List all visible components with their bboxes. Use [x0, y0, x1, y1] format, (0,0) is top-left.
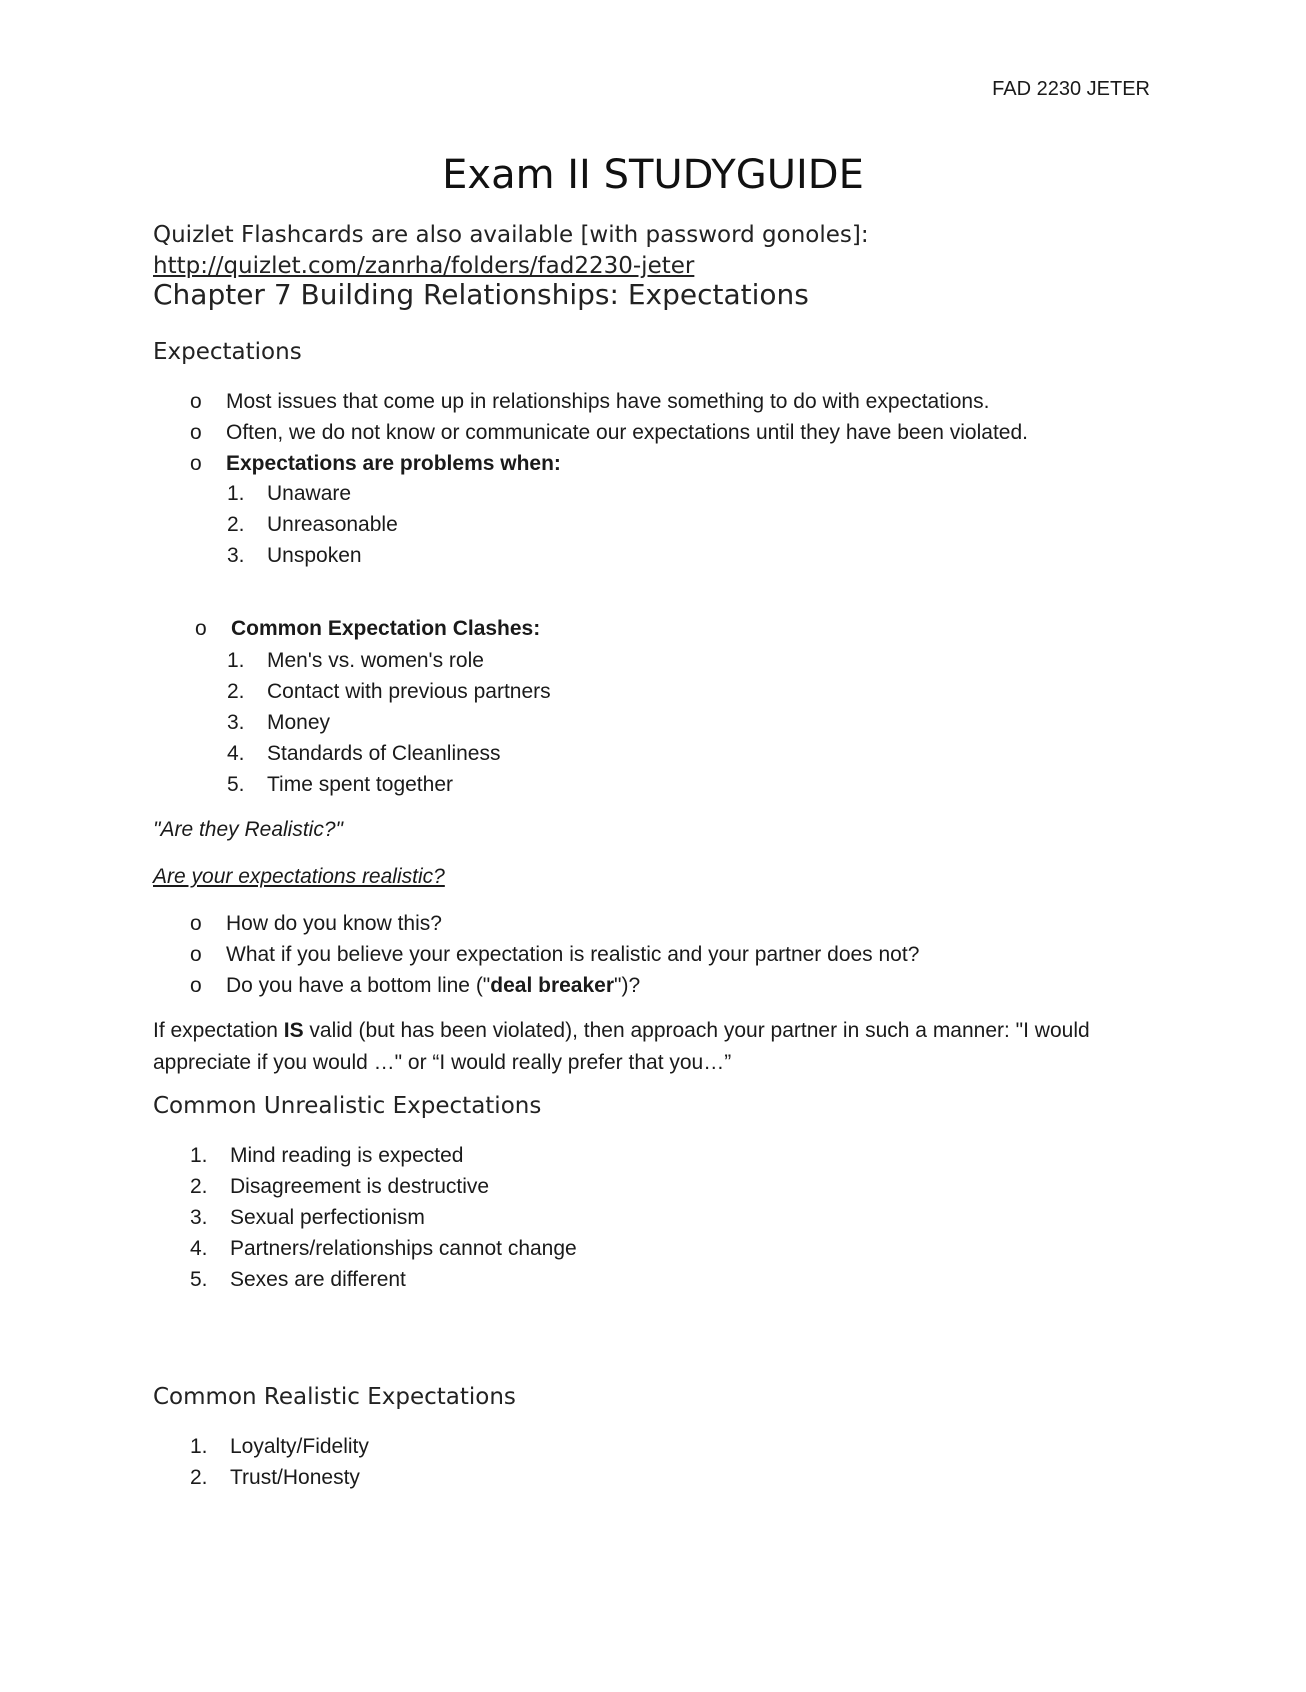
quizlet-text: Quizlet Flashcards are also available [with password gonoles]: — [153, 222, 869, 248]
realistic-quote: "Are they Realistic?" — [153, 818, 343, 841]
bullet-marker: o — [190, 943, 202, 966]
approach-paragraph: If expectation IS valid (but has been violated), then approach your partner in such a manner: "I would appreciate if you would …" or “I would really prefer that you…” — [153, 1019, 1090, 1074]
quizlet-link[interactable]: http://quizlet.com/zanrha/folders/fad2230-jeter — [153, 253, 695, 279]
realistic-question: Are your expectations realistic? — [153, 865, 445, 888]
clashes-heading: Common Expectation Clashes: — [231, 617, 541, 640]
bullet-marker: o — [195, 617, 207, 640]
bullet-marker: o — [190, 421, 202, 444]
realistic-expectations-heading: Common Realistic Expectations — [153, 1384, 516, 1410]
quizlet-note — [153, 220, 869, 282]
course-header: FAD 2230 JETER — [992, 78, 1150, 100]
bullet-marker: o — [190, 974, 202, 997]
document-page: FAD 2230 JETER Exam II STUDYGUIDE Quizlet Flashcards are also available [with password gonoles]: http://quizlet.com/zanrha/folders/fad2230-jeter Chapter 7 Building Relationships: Expectations Expectations o Most issues that come up in relationships have something to do with expectations. o Often, we do not know or communicate our expectations until they have been violated. o Expectations are problems when: 1. Unaware 2. Unreasonable 3. Unspoken o Common Expectation Clashes: 1. Men's vs. women's role 2. Contact with previous partners 3. Money 4. Standards of Cleanliness 5. Time spent together "Are they Realistic?" Are your expectations realistic? o How do you know this? o What if you believe your expectation is realistic and your partner does not? o Do you have a bottom line ("deal breaker")? If expectation IS valid (but has been violated), then approach your partner in such a manner: "I would appreciate if you would …" or “I would really prefer that you…” Common Unrealistic Expectations 1. Mind reading is expected 2. Disagreement is destructive 3. Sexual perfectionism 4. Partners/relationships cannot change 5. Sexes are different Common Realistic Expectations 1. Loyalty/Fidelity 2. Trust/Honesty — [0, 0, 1306, 1692]
expectations-heading: Expectations — [153, 339, 302, 365]
deal-breaker-text: Do you have a bottom line ("deal breaker")? — [226, 974, 641, 997]
unrealistic-heading: Common Unrealistic Expectations — [153, 1093, 542, 1119]
bullet-marker: o — [190, 390, 202, 413]
page-title: Exam II STUDYGUIDE — [442, 152, 864, 198]
bullet-marker: o — [190, 452, 202, 475]
bullet-marker: o — [190, 912, 202, 935]
chapter-heading: Chapter 7 Building Relationships: Expectations — [153, 278, 809, 311]
